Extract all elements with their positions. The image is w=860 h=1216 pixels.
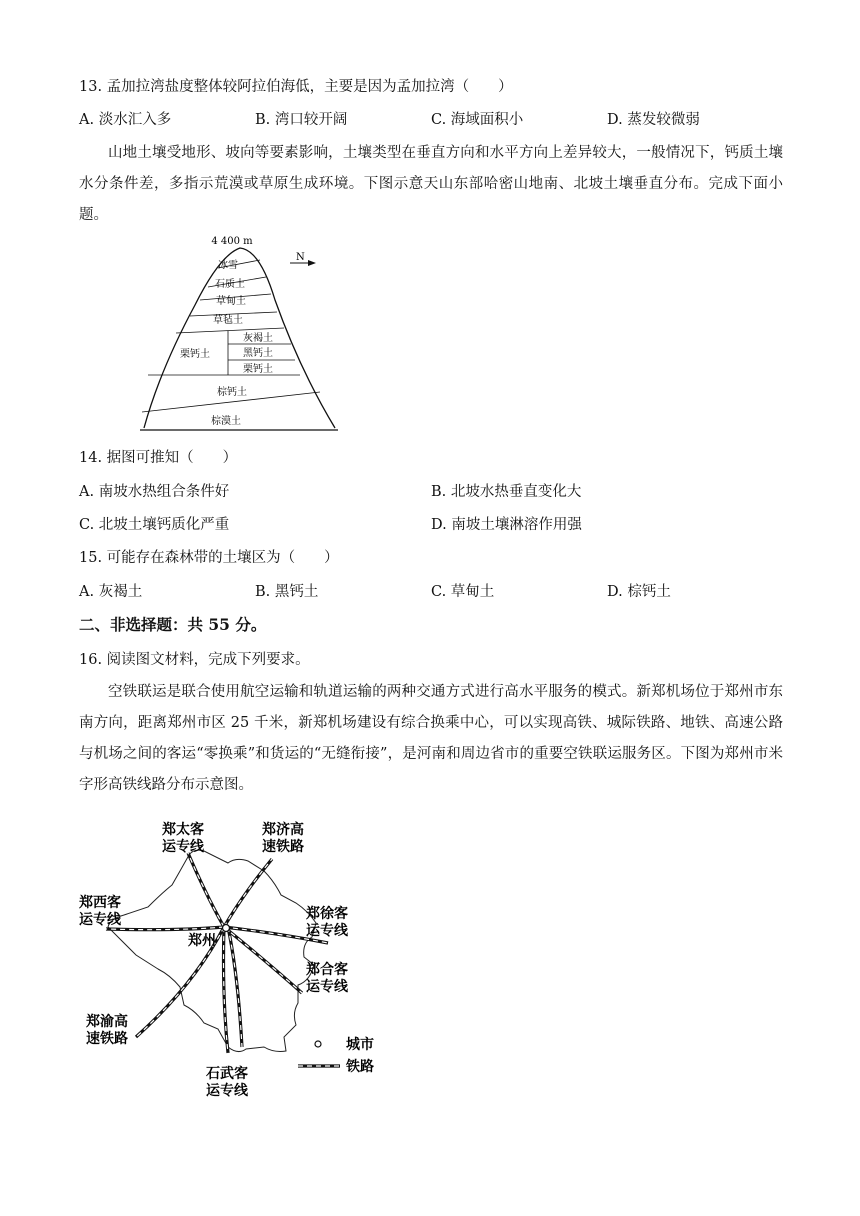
rail-line-label: 郑徐客 [306, 906, 348, 922]
q16-paragraph: 空铁联运是联合使用航空运输和轨道运输的两种交通方式进行高水平服务的模式。新郑机场位于郑州市东南方向，距离郑州市区 25 千米，新郑机场建设有综合换乘中心，可以实现高铁、城际铁路、地铁、高速公路与机场之间的客运“零换乘”和货运的“无缝衔接”，是河南和周边省市的重要空铁联运服务区。下图为郑州市米字形高铁线路分布示意图。 [79, 684, 783, 793]
q15-option-c[interactable]: C. 草甸土 [431, 584, 495, 600]
zone-label: 棕漠土 [211, 416, 241, 427]
q14-option-a[interactable]: A. 南坡水热组合条件好 [79, 484, 230, 500]
section-heading: 二、非选择题：共 55 分。 [79, 615, 267, 634]
q13-stem: 13. 孟加拉湾盐度整体较阿拉伯海低，主要是因为孟加拉湾（ ） [79, 79, 513, 95]
q13-option-d[interactable]: D. 蒸发较微弱 [607, 112, 700, 128]
rail-line-label: 运专线 [206, 1083, 248, 1099]
zone-label: 冰雪 [218, 260, 238, 271]
rail-line-label: 郑太客 [162, 822, 204, 838]
rail-line-label: 郑渝高 [86, 1014, 128, 1030]
q14-option-c[interactable]: C. 北坡土壤钙质化严重 [79, 517, 230, 533]
zone-label: 栗钙土 [180, 349, 210, 360]
zone-label: 棕钙土 [217, 387, 247, 398]
legend-city-icon [315, 1041, 321, 1047]
q15-option-a[interactable]: A. 灰褐土 [79, 584, 143, 600]
q15-option-b[interactable]: B. 黑钙土 [255, 584, 319, 600]
rail-line-label: 速铁路 [262, 839, 304, 855]
q14-stem: 14. 据图可推知（ ） [79, 450, 238, 466]
legend-city-label: 城市 [346, 1037, 374, 1053]
q13-option-b[interactable]: B. 湾口较开阔 [255, 112, 348, 128]
intro-paragraph: 山地土壤受地形、坡向等要素影响，土壤类型在垂直方向和水平方向上差异较大，一般情况下，钙质土壤水分条件差，多指示荒漠或草原生成环境。下图示意天山东部哈密山地南、北坡土壤垂直分布。完成下面小题。 [79, 145, 783, 223]
railway-map [76, 815, 386, 1100]
zone-label: 草甸土 [216, 296, 246, 307]
legend-rail-label: 铁路 [346, 1059, 374, 1075]
q16-stem: 16. 阅读图文材料，完成下列要求。 [79, 652, 310, 668]
city-marker-icon [223, 925, 230, 932]
rail-line-label: 速铁路 [86, 1031, 128, 1047]
rail-line-label: 运专线 [162, 839, 204, 855]
q14-option-b[interactable]: B. 北坡水热垂直变化大 [431, 484, 582, 500]
q15-option-d[interactable]: D. 棕钙土 [607, 584, 671, 600]
city-label: 郑州 [188, 933, 216, 949]
zone-label: 草毡土 [213, 315, 243, 326]
rail-line-label: 郑西客 [79, 895, 121, 911]
zone-label: 石质土 [215, 279, 245, 290]
q15-stem: 15. 可能存在森林带的土壤区为（ ） [79, 550, 339, 566]
peak-elevation-label: 4 400 m [211, 236, 253, 247]
north-arrow-icon [308, 260, 316, 266]
zone-label: 灰褐土 [243, 333, 273, 344]
rail-line-label: 运专线 [306, 923, 348, 939]
q14-option-d[interactable]: D. 南坡土壤淋溶作用强 [431, 517, 582, 533]
mountain-soil-diagram [140, 230, 360, 435]
rail-line-label: 石武客 [206, 1066, 248, 1082]
zone-label: 黑钙土 [243, 348, 273, 359]
rail-line-label: 运专线 [306, 979, 348, 995]
rail-line-label: 郑济高 [262, 822, 304, 838]
north-label: N [296, 252, 305, 263]
q13-option-a[interactable]: A. 淡水汇入多 [79, 112, 172, 128]
q13-option-c[interactable]: C. 海域面积小 [431, 112, 524, 128]
zone-label: 栗钙土 [243, 364, 273, 375]
rail-line-label: 运专线 [79, 912, 121, 928]
rail-line-label: 郑合客 [306, 962, 348, 978]
